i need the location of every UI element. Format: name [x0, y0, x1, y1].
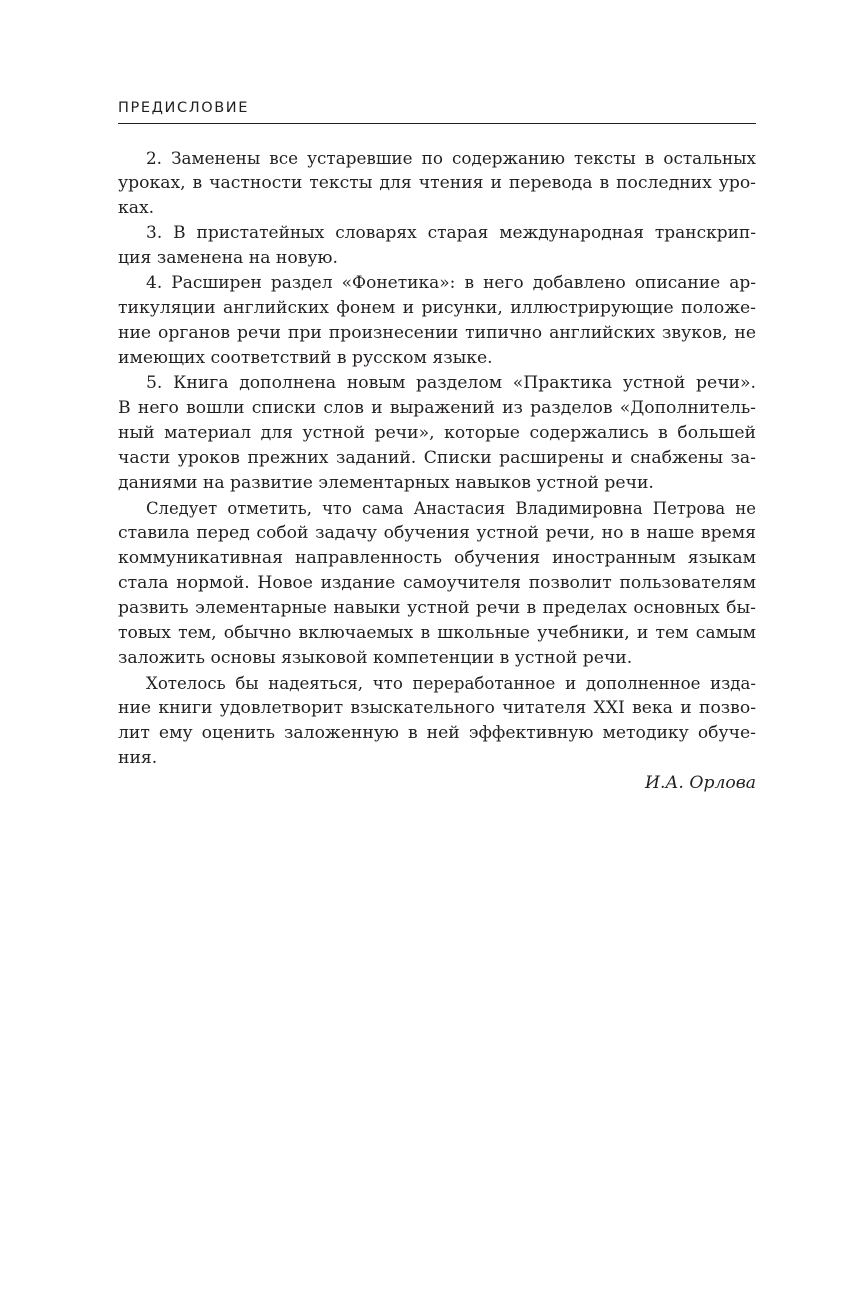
paragraph-5: [118, 371, 756, 496]
paragraph-remark: [118, 496, 756, 671]
text-line: ние органов речи при произнесении типично английских звуков, не: [118, 323, 756, 343]
paragraph-3: [118, 221, 756, 271]
text-line: 2. Заменены все устаревшие по содержанию тексты в остальных: [146, 148, 756, 168]
text-line: имеющих соответствий в русском языке.: [118, 348, 493, 368]
text-line: ный материал для устной речи», которые содержались в большей: [118, 423, 756, 443]
text-line: 4. Расширен раздел «Фонетика»: в него добавлено описание ар-: [146, 273, 756, 293]
paragraph-4: [118, 271, 756, 371]
text-line: ках.: [118, 198, 155, 218]
text-line: коммуникативная направленность обучения иностранным языкам: [118, 548, 756, 568]
header-rule: [118, 123, 756, 124]
text-line: Хотелось бы надеяться, что переработанное и дополненное изда-: [146, 674, 756, 693]
author-signature: И.А. Орлова: [644, 773, 756, 793]
text-line: ние книги удовлетворит взыскательного читателя XXI века и позво-: [118, 698, 756, 718]
text-line: В него вошли списки слов и выражений из разделов «Дополнитель-: [118, 398, 756, 418]
text-line: тикуляции английских фонем и рисунки, иллюстрирующие положе-: [118, 298, 756, 318]
text-line: Следует отметить, что сама Анастасия Владимировна Петрова не: [146, 499, 756, 518]
text-line: стала нормой. Новое издание самоучителя позволит пользователям: [118, 573, 756, 593]
text-line: уроках, в частности тексты для чтения и перевода в последних уро-: [118, 173, 756, 193]
text-line: заложить основы языковой компетенции в устной речи.: [118, 648, 633, 668]
text-line: ставила перед собой задачу обучения устной речи, но в наше время: [118, 523, 756, 543]
text-line: даниями на развитие элементарных навыков устной речи.: [118, 473, 654, 493]
text-line: ция заменена на новую.: [118, 248, 338, 268]
text-line: ния.: [118, 748, 158, 768]
text-line: 5. Книга дополнена новым разделом «Практика устной речи».: [146, 373, 756, 393]
preface-body: [118, 146, 756, 796]
text-line: части уроков прежних заданий. Списки расширены и снабжены за-: [118, 448, 756, 468]
text-line: товых тем, обычно включаемых в школьные учебники, и тем самым: [118, 623, 756, 643]
running-head-title: ПРЕДИСЛОВИЕ: [118, 100, 249, 116]
text-line: 3. В пристатейных словарях старая международная транскрип-: [146, 223, 756, 243]
text-line: развить элементарные навыки устной речи в пределах основных бы-: [118, 598, 756, 618]
paragraph-2: [118, 146, 756, 221]
text-line: лит ему оценить заложенную в ней эффективную методику обуче-: [118, 723, 756, 743]
paragraph-hope: [118, 671, 756, 771]
